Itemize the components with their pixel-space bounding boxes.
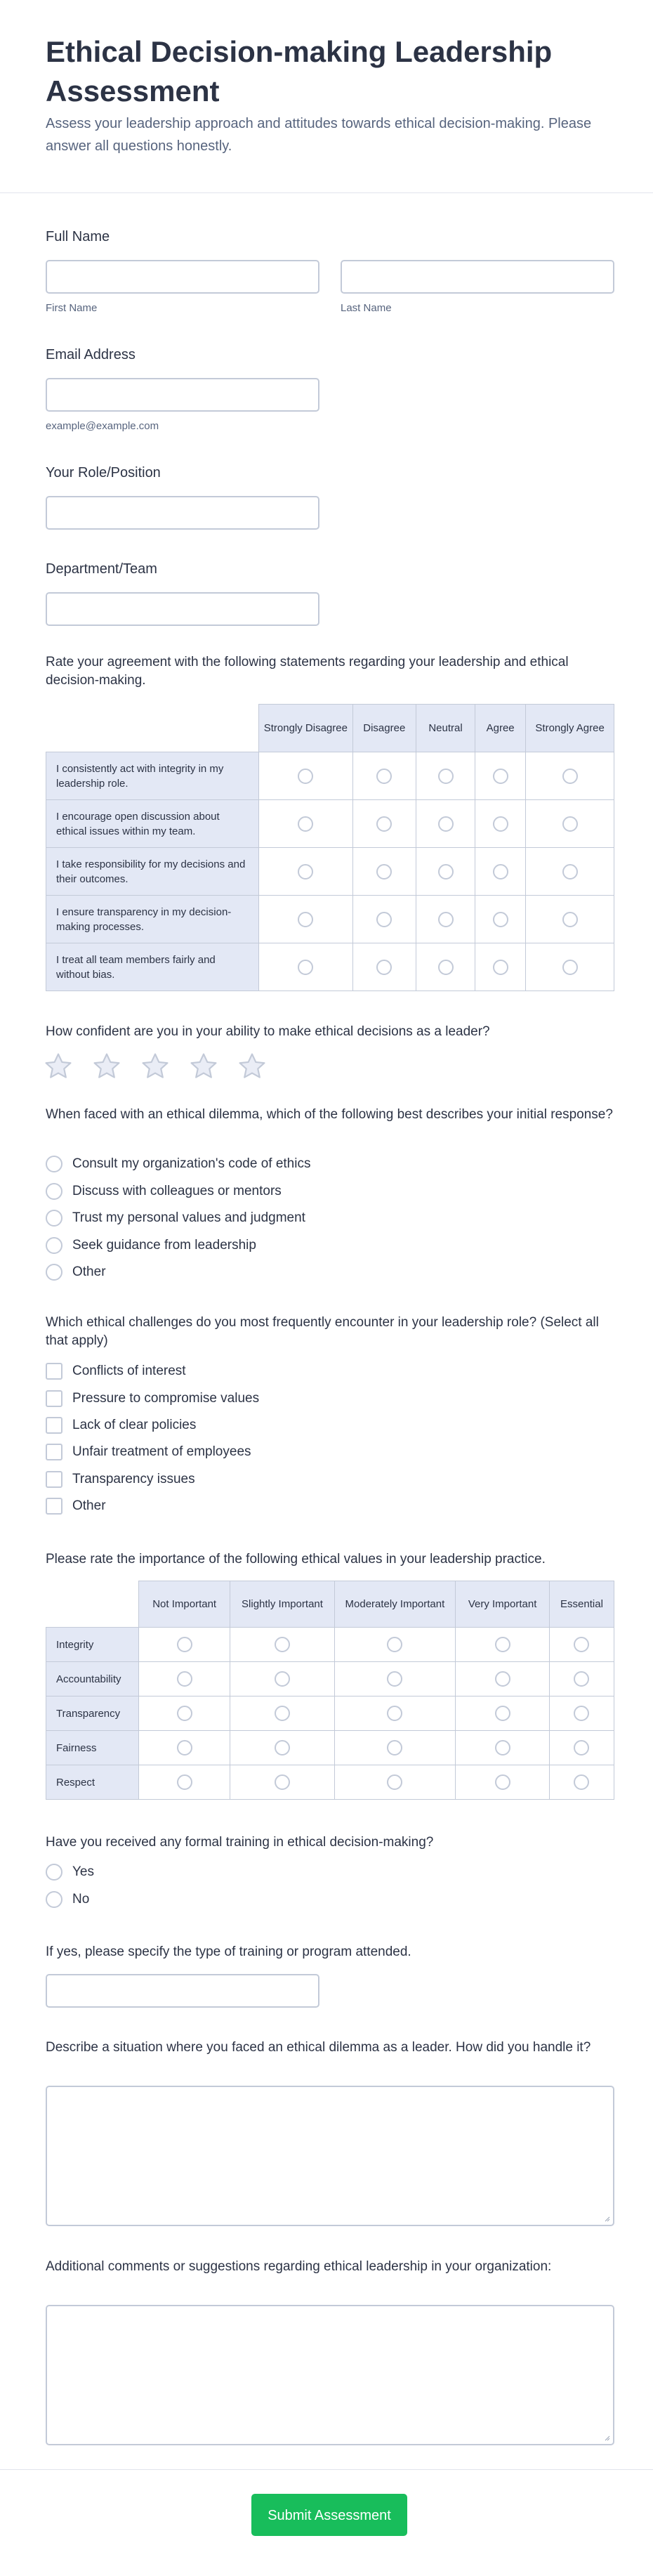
- agreement-radio[interactable]: [298, 816, 313, 832]
- form-subtitle: Assess your leadership approach and attitudes towards ethical decision-making. Please answer all questions honestly.: [46, 116, 592, 154]
- dilemma-option-label: Seek guidance from leadership: [72, 1238, 256, 1253]
- values-radio[interactable]: [275, 1774, 290, 1790]
- challenges-label: Which ethical challenges do you most frequently encounter in your leadership role? (Select all that apply): [46, 1315, 599, 1348]
- dilemma-option-label: Consult my organization's code of ethics: [72, 1156, 311, 1171]
- training-option-label: Yes: [72, 1864, 94, 1879]
- confidence-question: [46, 1021, 614, 1042]
- resize-grip-icon[interactable]: [603, 2215, 610, 2222]
- values-radio[interactable]: [387, 1637, 402, 1652]
- situation-textarea[interactable]: [46, 2086, 614, 2226]
- values-radio[interactable]: [495, 1740, 510, 1756]
- values-radio[interactable]: [387, 1774, 402, 1790]
- values-row-label: Accountability: [46, 1662, 139, 1696]
- agreement-radio[interactable]: [562, 960, 578, 975]
- dilemma-option[interactable]: [46, 1262, 106, 1283]
- agreement-radio[interactable]: [562, 769, 578, 784]
- values-radio[interactable]: [275, 1637, 290, 1652]
- agreement-col: Strongly Disagree: [259, 705, 352, 752]
- agreement-row-label: I consistently act with integrity in my leadership role.: [46, 752, 259, 800]
- dilemma-question: [46, 1106, 614, 1124]
- values-radio[interactable]: [495, 1637, 510, 1652]
- values-radio[interactable]: [387, 1706, 402, 1721]
- values-col: Moderately Important: [334, 1581, 456, 1628]
- comments-textarea[interactable]: [46, 2305, 614, 2445]
- dilemma-option[interactable]: [46, 1235, 256, 1256]
- values-row-label: Fairness: [46, 1731, 139, 1765]
- agreement-radio[interactable]: [438, 864, 454, 880]
- role-label: Your Role/Position: [46, 465, 161, 480]
- challenges-option-label: Lack of clear policies: [72, 1418, 197, 1432]
- comments-label: Additional comments or suggestions regarding ethical leadership in your organization:: [46, 2259, 552, 2274]
- agreement-col: Disagree: [352, 705, 416, 752]
- agreement-radio[interactable]: [562, 864, 578, 880]
- challenges-checkbox[interactable]: [46, 1444, 62, 1460]
- challenges-checkbox[interactable]: [46, 1498, 62, 1515]
- email-field: [46, 344, 319, 432]
- challenges-option-label: Conflicts of interest: [72, 1364, 186, 1378]
- agreement-radio[interactable]: [493, 816, 508, 832]
- challenges-option-label: Pressure to compromise values: [72, 1391, 260, 1406]
- values-radio[interactable]: [574, 1740, 589, 1756]
- matrix-corner: [46, 705, 259, 752]
- values-radio[interactable]: [275, 1706, 290, 1721]
- agreement-radio[interactable]: [493, 912, 508, 927]
- values-label: Please rate the importance of the following ethical values in your leadership practice.: [46, 1552, 546, 1567]
- training-type-input[interactable]: [46, 1974, 319, 2008]
- dilemma-radio[interactable]: [46, 1183, 62, 1200]
- agreement-col: Neutral: [416, 705, 475, 752]
- agreement-label: Rate your agreement with the following statements regarding your leadership and ethical decision-making.: [46, 655, 569, 688]
- values-question: [46, 1549, 614, 1570]
- values-radio[interactable]: [177, 1706, 192, 1721]
- training-type-label: If yes, please specify the type of training or program attended.: [46, 1944, 411, 1959]
- agreement-radio[interactable]: [298, 864, 313, 880]
- values-radio[interactable]: [177, 1671, 192, 1687]
- department-input[interactable]: [46, 592, 319, 626]
- challenges-option[interactable]: [46, 1361, 186, 1382]
- agreement-radio[interactable]: [298, 769, 313, 784]
- values-radio[interactable]: [275, 1740, 290, 1756]
- values-radio[interactable]: [574, 1706, 589, 1721]
- agreement-radio[interactable]: [438, 960, 454, 975]
- situation-question: [46, 2039, 614, 2057]
- agreement-radio[interactable]: [298, 912, 313, 927]
- last-name-sublabel: Last Name: [341, 302, 392, 314]
- values-row-label: Respect: [46, 1765, 139, 1800]
- values-radio[interactable]: [177, 1774, 192, 1790]
- first-name-sublabel: First Name: [46, 302, 98, 314]
- values-radio[interactable]: [574, 1637, 589, 1652]
- challenges-option-label: Other: [72, 1498, 106, 1513]
- values-row-label: Integrity: [46, 1628, 139, 1662]
- training-radio[interactable]: [46, 1891, 62, 1908]
- form-header: [0, 0, 653, 193]
- dilemma-option[interactable]: [46, 1181, 282, 1202]
- department-field: [46, 558, 319, 626]
- agreement-radio[interactable]: [562, 816, 578, 832]
- challenges-option[interactable]: [46, 1469, 195, 1490]
- agreement-radio[interactable]: [298, 960, 313, 975]
- agreement-radio[interactable]: [562, 912, 578, 927]
- agreement-radio[interactable]: [438, 769, 454, 784]
- dilemma-radio[interactable]: [46, 1237, 62, 1254]
- agreement-radio[interactable]: [493, 960, 508, 975]
- star-icon[interactable]: [91, 1051, 123, 1082]
- values-radio[interactable]: [177, 1740, 192, 1756]
- email-sublabel: example@example.com: [46, 420, 159, 432]
- values-col: Slightly Important: [230, 1581, 334, 1628]
- agreement-radio[interactable]: [376, 864, 392, 880]
- dilemma-option-label: Other: [72, 1264, 106, 1279]
- values-radio[interactable]: [387, 1740, 402, 1756]
- values-matrix: [46, 1581, 614, 1800]
- values-radio[interactable]: [177, 1637, 192, 1652]
- agreement-matrix: [46, 704, 614, 991]
- dilemma-radio[interactable]: [46, 1210, 62, 1227]
- training-question: [46, 1832, 614, 1853]
- agreement-row-label: I treat all team members fairly and without bias.: [46, 943, 259, 991]
- resize-grip-icon[interactable]: [603, 2434, 610, 2441]
- dilemma-option-label: Discuss with colleagues or mentors: [72, 1184, 282, 1198]
- challenges-option-label: Transparency issues: [72, 1472, 195, 1486]
- star-icon[interactable]: [187, 1051, 220, 1082]
- agreement-col: Strongly Agree: [526, 705, 614, 752]
- challenges-option[interactable]: [46, 1388, 259, 1409]
- form-title: Ethical Decision-making Leadership Assessment: [46, 35, 553, 107]
- challenges-option[interactable]: [46, 1441, 251, 1463]
- training-option[interactable]: [46, 1862, 94, 1883]
- dilemma-option-label: Trust my personal values and judgment: [72, 1210, 305, 1225]
- situation-label: Describe a situation where you faced an ethical dilemma as a leader. How did you handle it?: [46, 2040, 591, 2055]
- challenges-checkbox[interactable]: [46, 1363, 62, 1380]
- values-radio[interactable]: [387, 1671, 402, 1687]
- agreement-radio[interactable]: [438, 816, 454, 832]
- agreement-radio[interactable]: [376, 816, 392, 832]
- star-icon[interactable]: [42, 1051, 74, 1082]
- challenges-question: [46, 1314, 614, 1350]
- agreement-row-label: I ensure transparency in my decision-making processes.: [46, 896, 259, 943]
- department-label: Department/Team: [46, 561, 157, 577]
- matrix-corner: [46, 1581, 139, 1628]
- submit-button[interactable]: Submit Assessment: [251, 2494, 407, 2536]
- training-option-label: No: [72, 1892, 90, 1907]
- training-label: Have you received any formal training in ethical decision-making?: [46, 1835, 434, 1850]
- dilemma-option[interactable]: [46, 1208, 305, 1229]
- challenges-checkbox[interactable]: [46, 1471, 62, 1488]
- dilemma-radio[interactable]: [46, 1264, 62, 1281]
- values-radio[interactable]: [574, 1774, 589, 1790]
- agreement-col: Agree: [475, 705, 525, 752]
- values-col: Not Important: [138, 1581, 230, 1628]
- training-type-question: [46, 1942, 614, 2008]
- full-name-field: [46, 226, 614, 314]
- email-input[interactable]: [46, 378, 319, 412]
- last-name-input[interactable]: [341, 260, 614, 294]
- dilemma-label: When faced with an ethical dilemma, which of the following best describes your initial response?: [46, 1107, 613, 1122]
- values-row-label: Transparency: [46, 1696, 139, 1731]
- first-name-input[interactable]: [46, 260, 319, 294]
- comments-question: [46, 2258, 614, 2276]
- training-radio[interactable]: [46, 1864, 62, 1881]
- challenges-option-label: Unfair treatment of employees: [72, 1444, 251, 1459]
- agreement-radio[interactable]: [493, 769, 508, 784]
- agreement-row-label: I encourage open discussion about ethical issues within my team.: [46, 800, 259, 848]
- agreement-radio[interactable]: [376, 769, 392, 784]
- role-field: [46, 462, 319, 530]
- training-option[interactable]: [46, 1889, 89, 1910]
- agreement-radio[interactable]: [438, 912, 454, 927]
- values-col: Very Important: [456, 1581, 550, 1628]
- agreement-radio[interactable]: [493, 864, 508, 880]
- challenges-checkbox[interactable]: [46, 1390, 62, 1407]
- values-radio[interactable]: [495, 1774, 510, 1790]
- full-name-label: Full Name: [46, 229, 110, 244]
- challenges-option[interactable]: [46, 1415, 196, 1436]
- agreement-question: [46, 653, 614, 690]
- values-radio[interactable]: [275, 1671, 290, 1687]
- challenges-option[interactable]: [46, 1496, 106, 1517]
- confidence-label: How confident are you in your ability to make ethical decisions as a leader?: [46, 1024, 490, 1039]
- agreement-radio[interactable]: [376, 960, 392, 975]
- star-icon[interactable]: [236, 1051, 268, 1082]
- email-label: Email Address: [46, 347, 136, 362]
- values-radio[interactable]: [495, 1671, 510, 1687]
- star-icon[interactable]: [139, 1051, 171, 1082]
- values-col: Essential: [549, 1581, 614, 1628]
- role-input[interactable]: [46, 496, 319, 530]
- values-radio[interactable]: [574, 1671, 589, 1687]
- values-radio[interactable]: [495, 1706, 510, 1721]
- dilemma-radio[interactable]: [46, 1156, 62, 1172]
- agreement-radio[interactable]: [376, 912, 392, 927]
- challenges-checkbox[interactable]: [46, 1417, 62, 1434]
- agreement-row-label: I take responsibility for my decisions and their outcomes.: [46, 848, 259, 896]
- dilemma-option[interactable]: [46, 1153, 310, 1175]
